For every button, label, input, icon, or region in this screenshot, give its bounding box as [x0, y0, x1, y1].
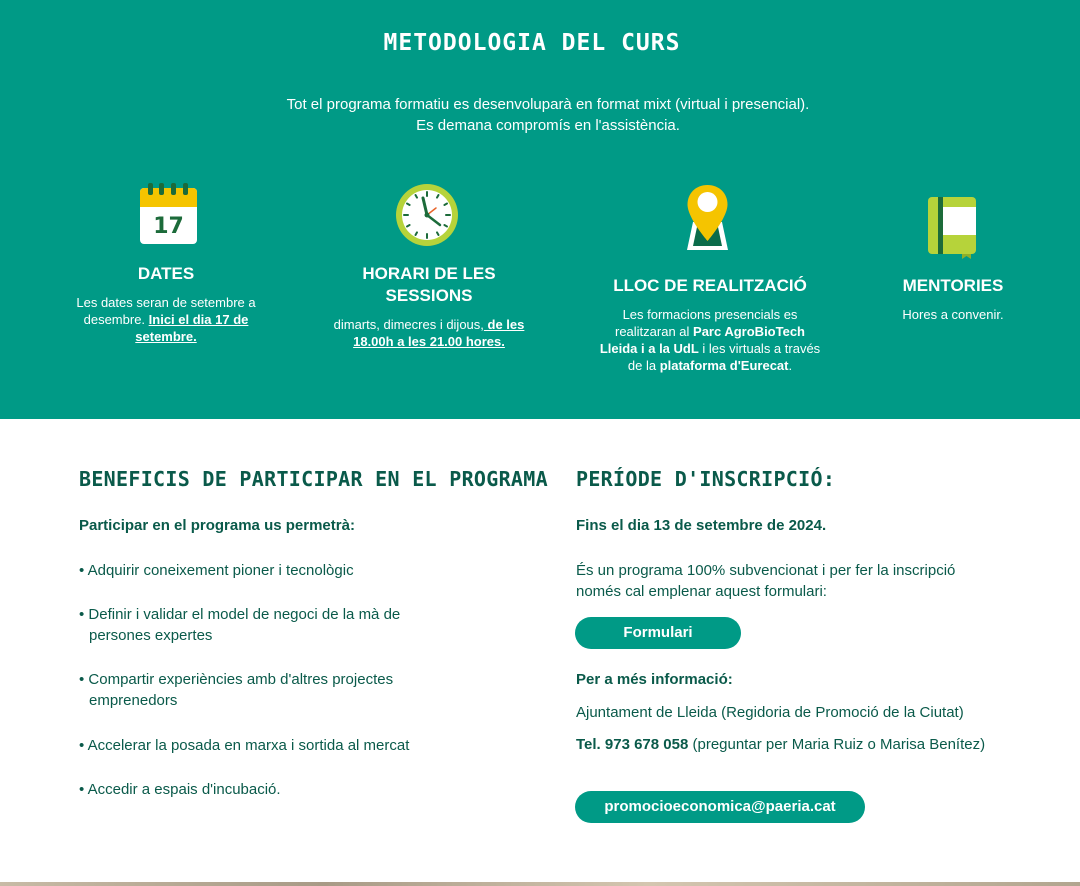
lloc-platform: plataforma d'Eurecat [659, 358, 789, 373]
feature-mentories [868, 275, 1038, 323]
email-button[interactable]: promocioeconomica@paeria.cat [575, 791, 865, 823]
benefit-item: • Definir i validar el model de negoci de la mà de [79, 606, 401, 623]
benefits-lead: Participar en el programa us permetrà: [79, 517, 355, 534]
organization-name: Ajuntament de Lleida (Regidoria de Promoció de la Ciutat) [576, 704, 964, 721]
feature-mentories-text: Hores a convenir. [902, 307, 1004, 322]
phone-note: (preguntar per Maria Ruiz o Marisa Benítez) [688, 736, 986, 753]
phone-number[interactable]: Tel. 973 678 058 [576, 736, 689, 753]
benefit-item: • Adquirir coneixement pioner i tecnològic [79, 562, 354, 579]
form-button[interactable]: Formulari [575, 617, 741, 649]
registration-title: PERÍODE D'INSCRIPCIÓ: [576, 467, 836, 491]
feature-lloc [585, 275, 835, 374]
horari-hours-highlight: de les 18.00h a les 21.00 hores. [353, 317, 525, 349]
notebook-icon [928, 197, 977, 259]
benefit-item: • Compartir experiències amb d'altres projectes [79, 671, 394, 688]
feature-dates [66, 263, 266, 345]
methodology-intro [0, 94, 1080, 136]
benefits-title: BENEFICIS DE PARTICIPAR EN EL PROGRAMA [79, 467, 548, 491]
registration-info-line-1: És un programa 100% subvencionat i per fer la inscripció [576, 562, 956, 579]
benefit-item-continued: persones expertes [89, 627, 213, 644]
feature-lloc-title: LLOC DE REALITZACIÓ [613, 276, 807, 295]
feature-horari [318, 263, 540, 350]
feature-horari-text [318, 316, 540, 350]
footer-image-strip [0, 882, 1080, 886]
lloc-text-1: Les formacions presencials es realitzaran al [614, 307, 798, 339]
benefit-item: • Accedir a espais d'incubació. [79, 781, 281, 798]
feature-dates-title: DATES [137, 264, 195, 283]
benefit-item: • Accelerar la posada en marxa i sortida al mercat [79, 737, 410, 754]
feature-mentories-title: MENTORIES [902, 276, 1004, 295]
intro-line-2: Es demana compromís en l'assistència. [416, 117, 680, 134]
phone-line [576, 734, 985, 755]
calendar-icon [139, 183, 199, 246]
feature-lloc-text [597, 306, 823, 374]
calendar-day: 17 [153, 214, 184, 239]
location-pin-icon [686, 185, 729, 251]
registration-deadline: Fins el dia 13 de setembre de 2024. [576, 517, 827, 534]
lloc-venue: Parc AgroBioTech Lleida i a la UdL [599, 324, 805, 356]
clock-icon [396, 184, 458, 246]
dates-start-highlight: Inici el dia 17 de setembre. [135, 312, 249, 344]
registration-info-line-2: només cal emplenar aquest formulari: [576, 583, 827, 600]
intro-line-1: Tot el programa formatiu es desenvoluparà en format mixt (virtual i presencial). [286, 96, 810, 113]
more-info-label: Per a més informació: [576, 671, 733, 688]
feature-horari-title: HORARI DE LES SESSIONS [362, 264, 496, 305]
lloc-text-5: . [788, 358, 793, 373]
feature-dates-text [66, 294, 266, 345]
lloc-text-3: i les virtuals a través de la [627, 341, 821, 373]
dates-text-plain: Les dates seran de setembre a desembre. [76, 295, 256, 327]
methodology-section [0, 0, 1080, 419]
methodology-title: METODOLOGIA DEL CURS [383, 30, 681, 56]
horari-text-plain: dimarts, dimecres i dijous, [333, 317, 484, 332]
benefit-item-continued: emprenedors [89, 692, 178, 709]
